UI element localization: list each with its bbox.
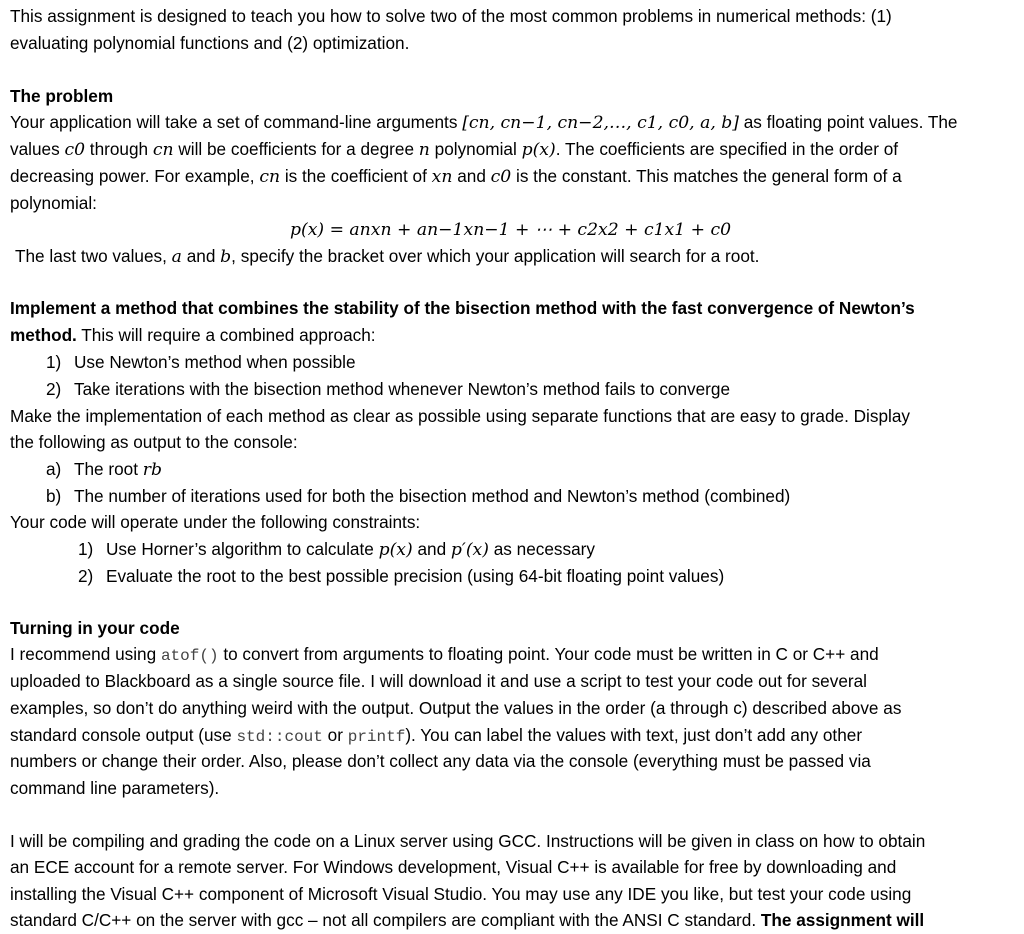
list-item: 1) Use Horner’s algorithm to calculate p(x) and p′(x) as necessary [78,539,595,560]
turnin-line-3: examples, so don’t do anything weird with the output. Output the values in the order (a through c) described above as [10,698,902,718]
compile-line-4: standard C/C++ on the server with gcc – not all compilers are compliant with the ANSI C standard. The assignment will [10,910,925,930]
turnin-heading: Turning in your code [10,618,180,638]
turnin-line-1: I recommend using atof() to convert from arguments to floating point. Your code must be written in C or C++ and [10,644,879,665]
polynomial-formula: p(x) = anxn + an−1xn−1 + ⋯ + c2x2 + c1x1 + c0 [290,220,732,240]
list-item: 1) Use Newton’s method when possible [46,352,356,372]
turnin-line-4: standard console output (use std::cout or printf). You can label the values with text, just don’t add any other [10,725,863,746]
turnin-line-5: numbers or change their order. Also, please don’t collect any data via the console (everything must be passed via [10,751,871,771]
implement-clear-1: Make the implementation of each method as clear as possible using separate functions that are easy to grade. Display [10,406,910,426]
intro-line-1: This assignment is designed to teach you how to solve two of the most common problems in numerical methods: (1) [10,6,892,26]
problem-line-5: The last two values, a and b, specify the bracket over which your application will search for a root. [15,246,760,267]
code-cout: std::cout [236,728,323,746]
problem-line-4: polynomial: [10,193,97,213]
compile-line-3: installing the Visual C++ component of Microsoft Visual Studio. You may use any IDE you like, but test your code using [10,884,912,904]
implement-heading-1: Implement a method that combines the stability of the bisection method with the fast convergence of Newton’s [10,298,915,318]
list-item: 2) Evaluate the root to the best possible precision (using 64-bit floating point values) [78,566,725,586]
args-math: [cn, cn−1, cn−2,…, c1, c0, a, b] [462,113,739,133]
list-item: b) The number of iterations used for both the bisection method and Newton’s method (combined) [46,486,791,506]
code-printf: printf [347,728,406,746]
problem-line-2: values c0 through cn will be coefficients for a degree n polynomial p(x). The coefficients are specified in the order of [10,139,899,160]
problem-line-3: decreasing power. For example, cn is the coefficient of xn and c0 is the constant. This matches the general form of a [10,166,902,187]
compile-line-1: I will be compiling and grading the code on a Linux server using GCC. Instructions will be given in class on how to obtain [10,831,926,851]
constraints-intro: Your code will operate under the following constraints: [10,512,421,532]
turnin-line-2: uploaded to Blackboard as a single source file. I will download it and use a script to test your code out for several [10,671,867,691]
compile-line-2: an ECE account for a remote server. For Windows development, Visual C++ is available for free by downloading and [10,857,897,877]
problem-heading: The problem [10,86,114,106]
intro-line-2: evaluating polynomial functions and (2) optimization. [10,33,410,53]
turnin-line-6: command line parameters). [10,778,220,798]
list-item: 2) Take iterations with the bisection method whenever Newton’s method fails to converge [46,379,731,399]
list-item: a) The root rb [46,459,163,480]
implement-heading-2: method. This will require a combined approach: [10,325,376,345]
problem-line-1: Your application will take a set of command-line arguments [cn, cn−1, cn−2,…, c1, c0, a, b] as floating point values. The [10,112,958,133]
implement-clear-2: the following as output to the console: [10,432,298,452]
code-atof: atof() [160,647,219,665]
